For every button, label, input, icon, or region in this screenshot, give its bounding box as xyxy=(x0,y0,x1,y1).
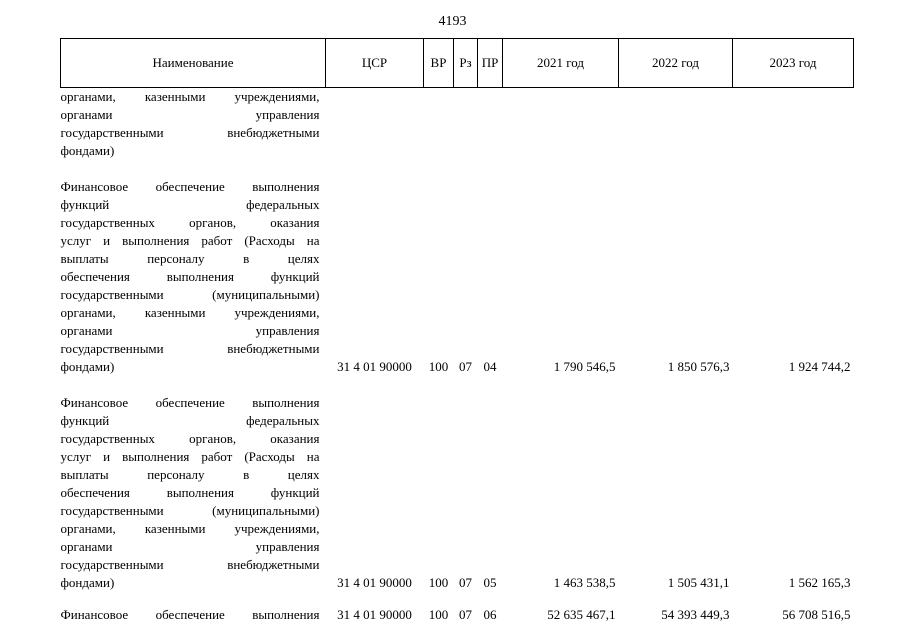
row-2023: 1 924 744,2 xyxy=(788,359,851,374)
row-rz: 07 xyxy=(459,359,472,374)
header-rz: Рз xyxy=(454,39,478,88)
header-2023: 2023 год xyxy=(733,39,854,88)
table-row-continuation xyxy=(61,88,854,161)
table-header-row xyxy=(61,39,854,88)
header-pr: ПР xyxy=(478,39,503,88)
row-2023: 1 562 165,3 xyxy=(788,575,851,590)
header-csr: ЦСР xyxy=(326,39,424,88)
row-2022: 1 850 576,3 xyxy=(667,359,730,374)
row-2021: 1 463 538,5 xyxy=(553,575,616,590)
row-pr: 05 xyxy=(483,575,497,590)
row-rz: 07 xyxy=(459,575,472,590)
row-pr: 06 xyxy=(483,607,497,622)
row-2021: 1 790 546,5 xyxy=(553,359,616,374)
header-name: Наименование xyxy=(61,39,326,88)
row-vr: 100 xyxy=(428,359,449,374)
row-vr: 100 xyxy=(428,607,449,622)
row-name: Финансовое обеспечение выполнения функций федеральных государственных органов, оказания услуг и выполнения работ (Расходы на выплаты персоналу в целях обеспечения выполнения функций государственными (муниципальными) органами, казенными учреждениями, органами управления государственными внебюджетными фондами) xyxy=(60,395,320,590)
row-csr: 31 4 01 90000 xyxy=(337,575,412,590)
row-name: Финансовое обеспечение выполнения xyxy=(60,607,320,622)
row-2021: 52 635 467,1 xyxy=(547,607,616,622)
row-rz: 07 xyxy=(459,607,472,622)
budget-table xyxy=(60,38,854,624)
header-2021: 2021 год xyxy=(503,39,619,88)
row-vr: 100 xyxy=(428,575,449,590)
table-row xyxy=(61,600,854,624)
row-2022: 54 393 449,3 xyxy=(661,607,730,622)
page-number: 4193 xyxy=(438,14,467,29)
row-csr: 31 4 01 90000 xyxy=(337,359,412,374)
table-row xyxy=(61,394,854,592)
row-2022: 1 505 431,1 xyxy=(667,575,730,590)
row-name: Финансовое обеспечение выполнения функций федеральных государственных органов, оказания услуг и выполнения работ (Расходы на выплаты персоналу в целях обеспечения выполнения функций государственными (муниципальными) органами, казенными учреждениями, органами управления государственными внебюджетными фондами) xyxy=(60,179,320,374)
row-name: органами, казенными учреждениями, органами управления государственными внебюджетными фондами) xyxy=(60,89,320,158)
table-row xyxy=(61,178,854,376)
header-2022: 2022 год xyxy=(619,39,733,88)
row-2023: 56 708 516,5 xyxy=(782,607,851,622)
row-pr: 04 xyxy=(483,359,497,374)
header-vr: ВР xyxy=(424,39,454,88)
row-csr: 31 4 01 90000 xyxy=(337,607,412,622)
